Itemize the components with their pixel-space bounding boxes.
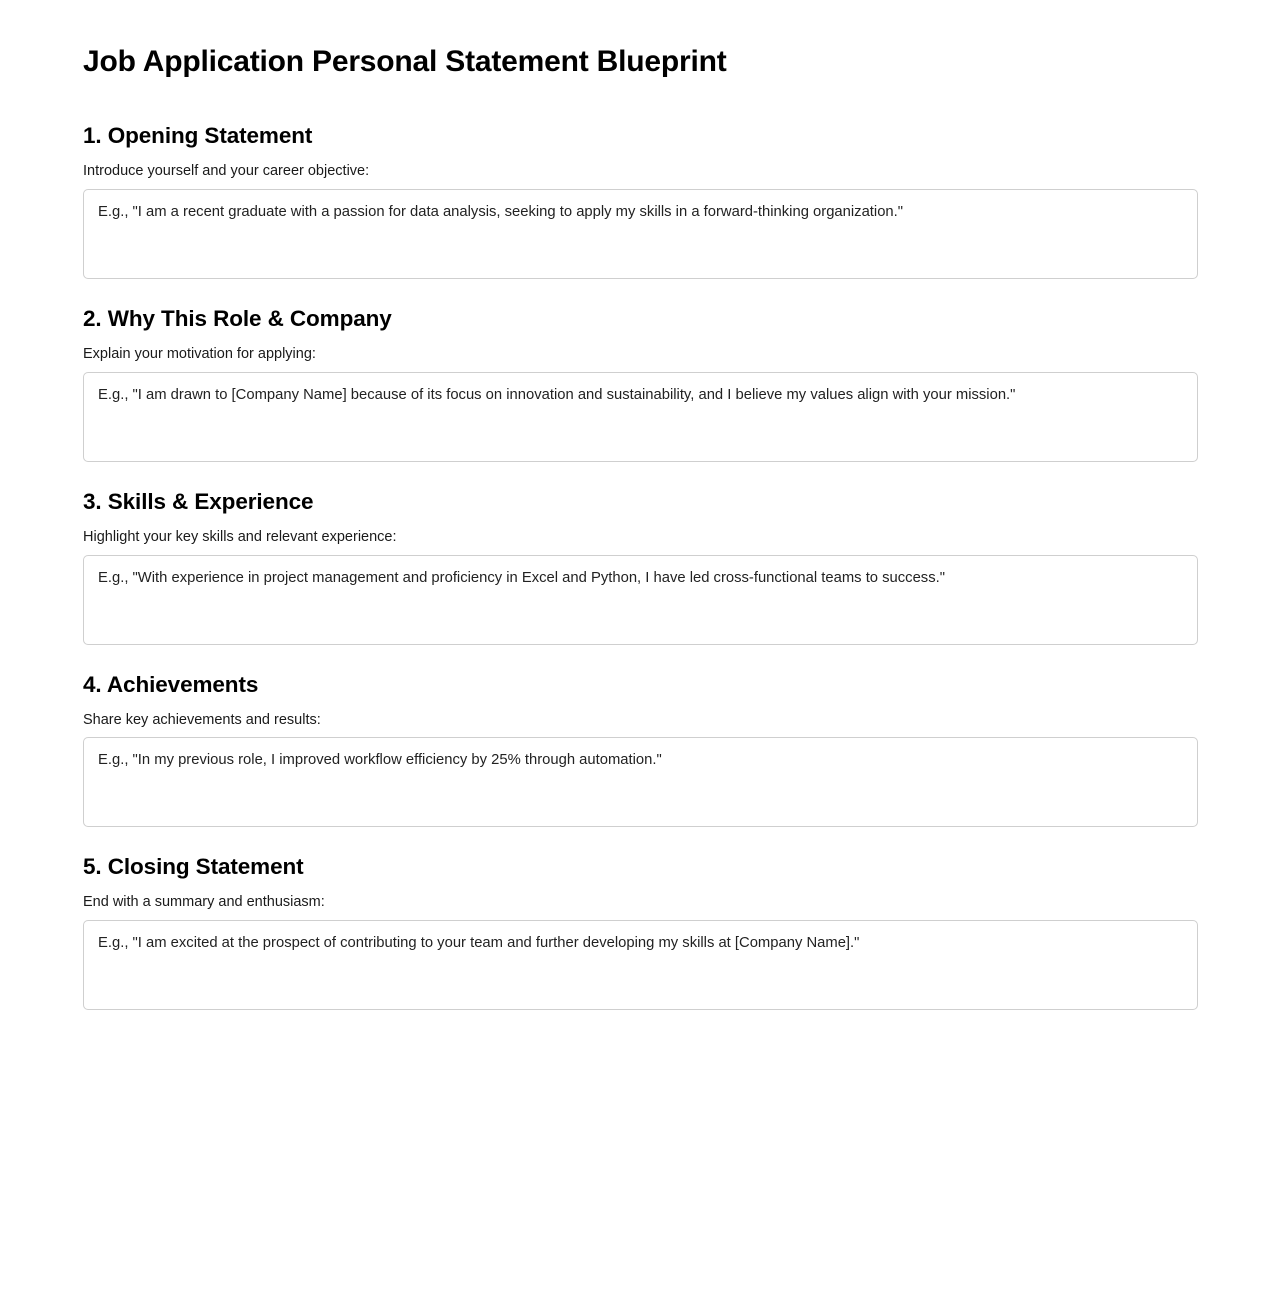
section-label: Highlight your key skills and relevant experience: (83, 528, 397, 545)
achievements-input[interactable] (83, 737, 1198, 827)
page-title: Job Application Personal Statement Blueprint (83, 45, 727, 78)
section-label: Introduce yourself and your career objective: (83, 163, 370, 179)
section-skills-and-experience (83, 488, 1198, 645)
opening-statement-input[interactable] (83, 189, 1198, 279)
section-label: Explain your motivation for applying: (83, 345, 316, 362)
skills-and-experience-input[interactable] (83, 555, 1198, 645)
why-this-role-and-company-input[interactable] (83, 372, 1198, 462)
section-why-this-role-and-company (83, 305, 1198, 462)
section-achievements (83, 671, 1198, 828)
section-heading: 3. Skills & Experience (83, 488, 314, 514)
section-heading: 1. Opening Statement (83, 123, 313, 148)
section-label: End with a summary and enthusiasm: (83, 894, 325, 911)
section-opening-statement (83, 122, 1198, 279)
section-label: Share key achievements and results: (83, 711, 321, 728)
section-closing-statement (83, 853, 1198, 1010)
closing-statement-input[interactable] (83, 920, 1198, 1010)
section-heading: 4. Achievements (83, 671, 259, 697)
section-heading: 2. Why This Role & Company (83, 305, 392, 331)
section-heading: 5. Closing Statement (83, 854, 304, 880)
